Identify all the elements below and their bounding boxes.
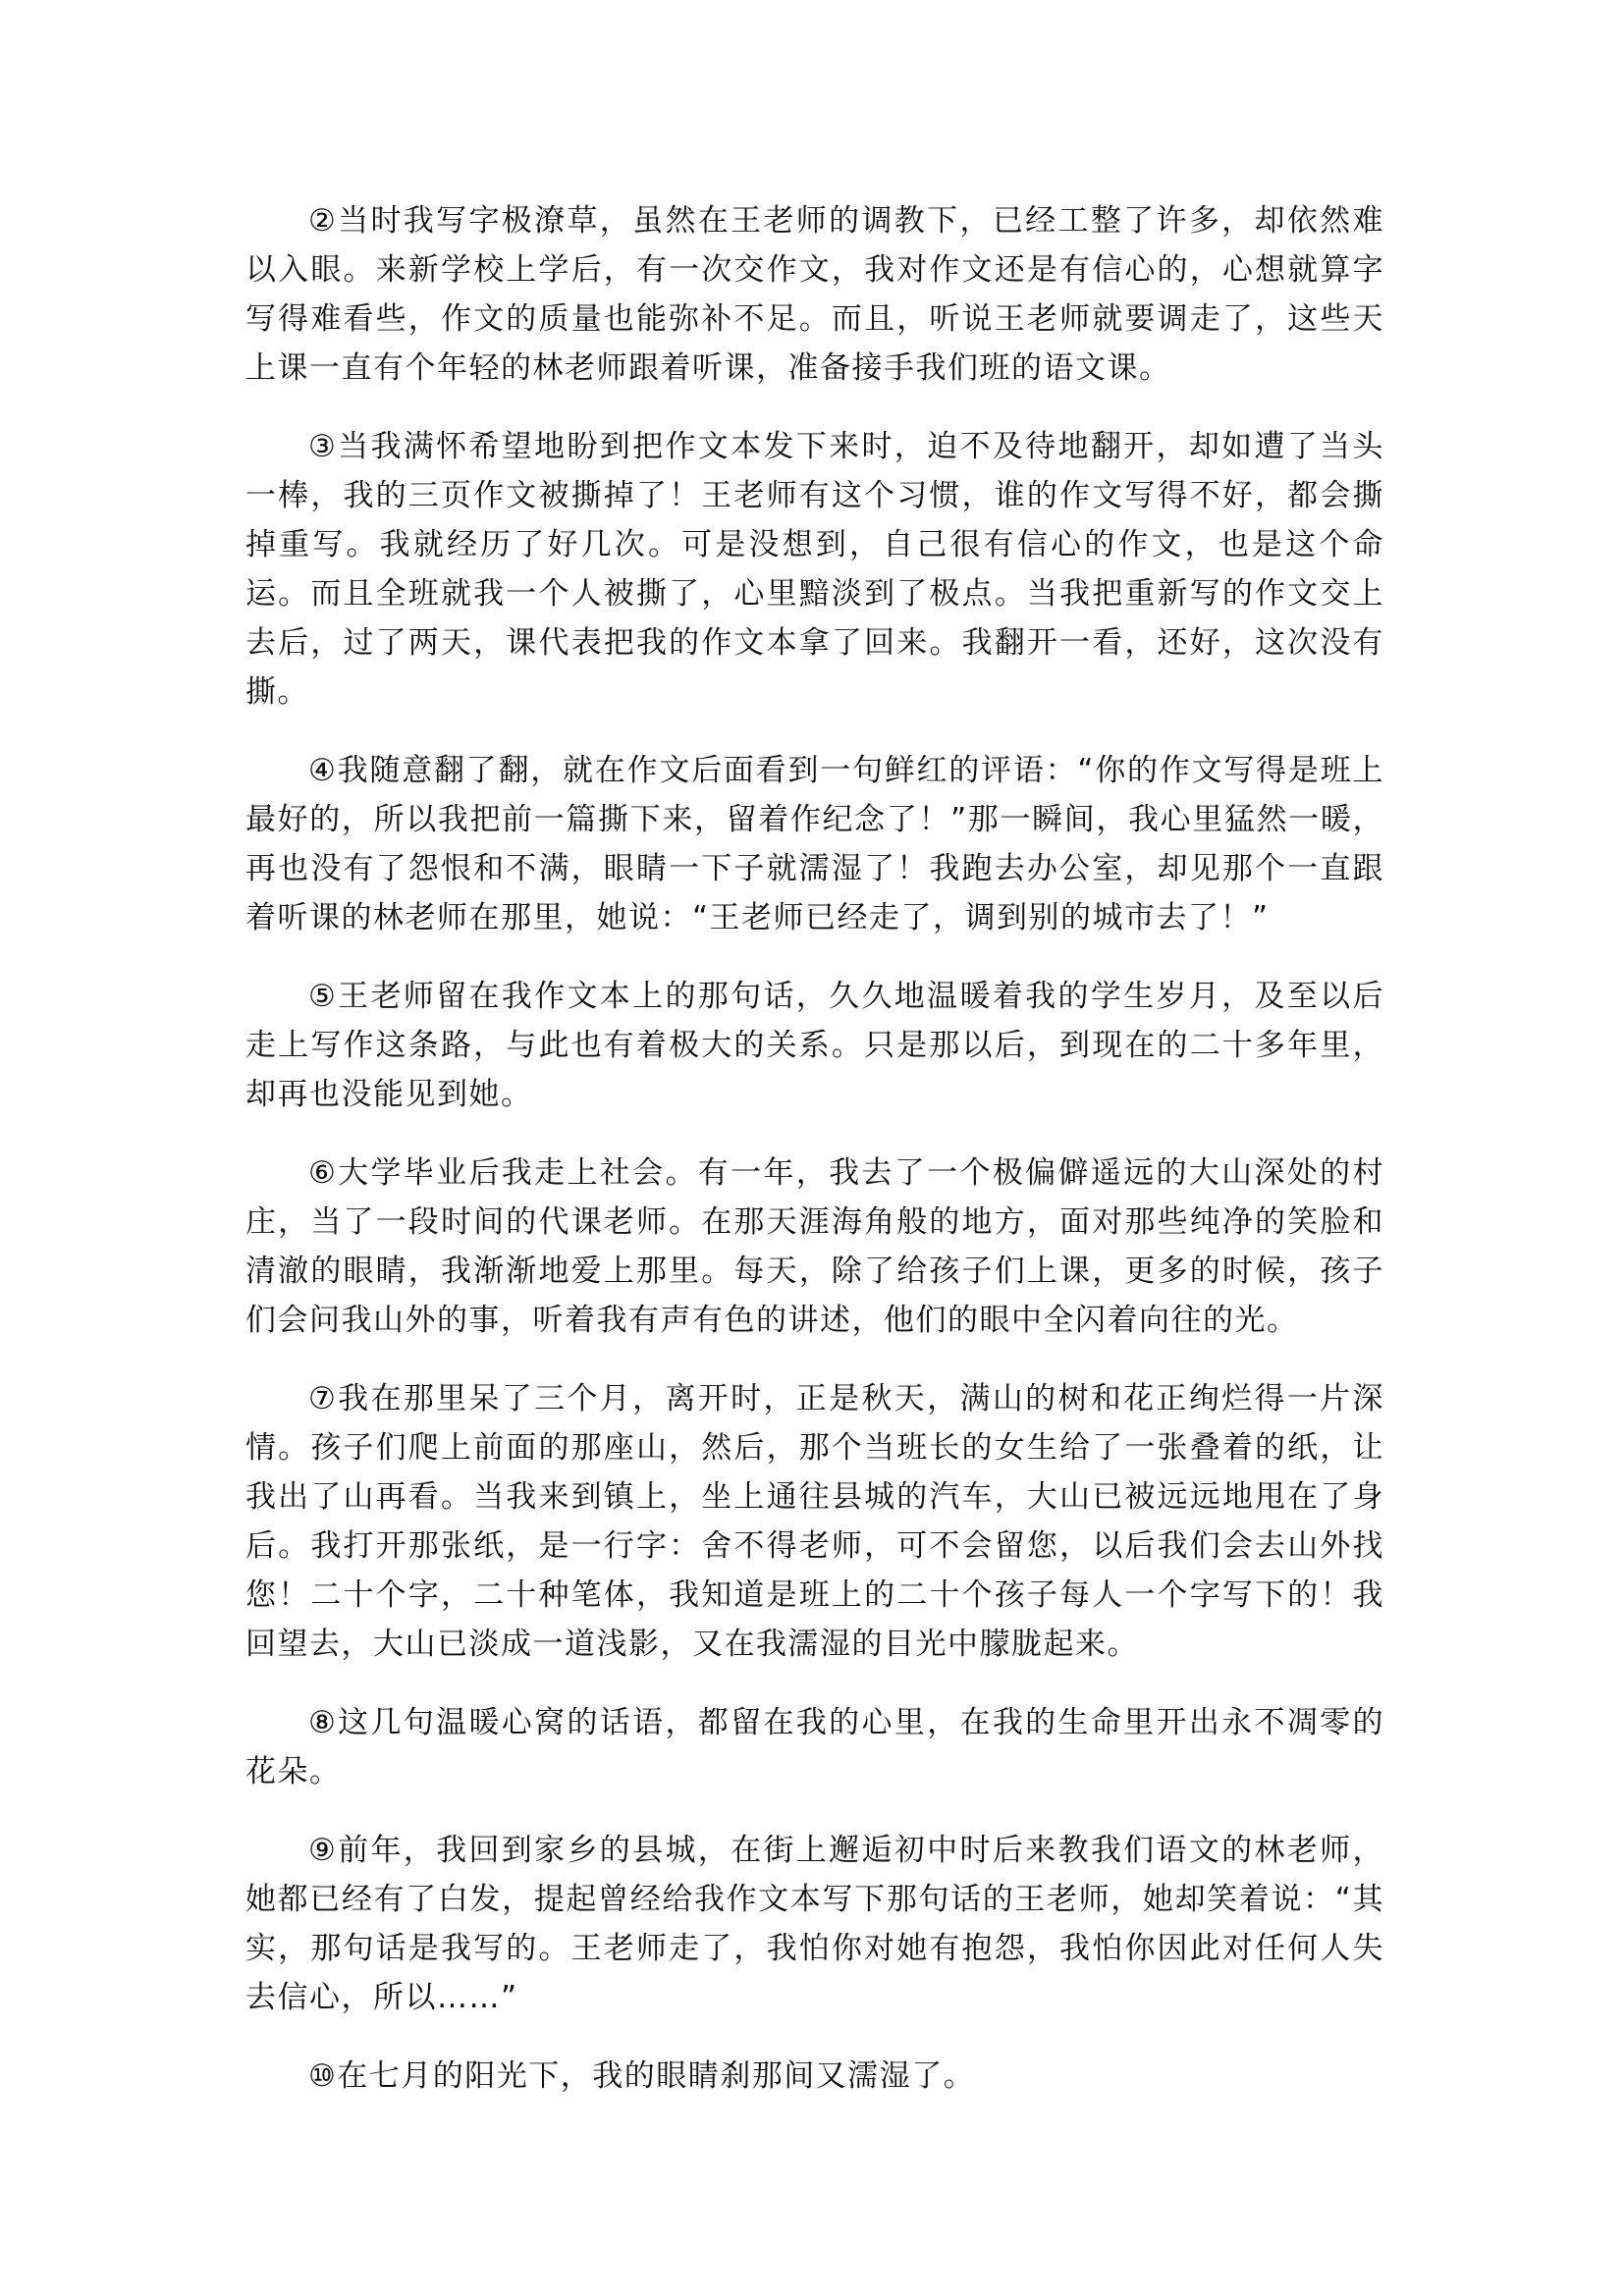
paragraph-5: ⑤王老师留在我作文本上的那句话，久久地温暖着我的学生岁月，及至以后走上写作这条路，与此也有着极大的关系。只是那以后，到现在的二十多年里，却再也没能见到她。 [245, 979, 1384, 1112]
paragraph-2: ②当时我写字极潦草，虽然在王老师的调教下，已经工整了许多，却依然难以入眼。来新学校上学后，有一次交作文，我对作文还是有信心的，心想就算字写得难看些，作文的质量也能弥补不足。而且，听说王老师就要调走了，这些天上课一直有个年轻的林老师跟着听课，准备接手我们班的语文课。 [245, 203, 1384, 386]
paragraph-3: ③当我满怀希望地盼到把作文本发下来时，迫不及待地翻开，却如遭了当头一棒，我的三页作文被撕掉了！王老师有这个习惯，谁的作文写得不好，都会撕掉重写。我就经历了好几次。可是没想到，自己很有信心的作文，也是这个命运。而且全班就我一个人被撕了，心里黯淡到了极点。当我把重新写的作文交上去后，过了两天，课代表把我的作文本拿了回来。我翻开一看，还好，这次没有撕。 [245, 429, 1384, 710]
paragraph-6: ⑥大学毕业后我走上社会。有一年，我去了一个极偏僻遥远的大山深处的村庄，当了一段时间的代课老师。在那天涯海角般的地方，面对那些纯净的笑脸和清澈的眼睛，我渐渐地爱上那里。每天，除了给孩子们上课，更多的时候，孩子们会问我山外的事，听着我有声有色的讲述，他们的眼中全闪着向往的光。 [245, 1155, 1384, 1338]
paragraph-10: ⑩在七月的阳光下，我的眼睛刹那间又濡湿了。 [308, 2058, 976, 2094]
document-page [245, 196, 1384, 2130]
paragraph-8: ⑧这几句温暖心窝的话语，都留在我的心里，在我的生命里开出永不凋零的花朵。 [245, 1705, 1384, 1789]
paragraph-7: ⑦我在那里呆了三个月，离开时，正是秋天，满山的树和花正绚烂得一片深情。孩子们爬上前面的那座山，然后，那个当班长的女生给了一张叠着的纸，让我出了山再看。当我来到镇上，坐上通往县城的汽车，大山已被远远地甩在了身后。我打开那张纸，是一行字：舍不得老师，可不会留您，以后我们会去山外找您！二十个字，二十种笔体，我知道是班上的二十个孩子每人一个字写下的！我回望去，大山已淡成一道浅影，又在我濡湿的目光中朦胧起来。 [245, 1381, 1384, 1662]
paragraph-4: ④我随意翻了翻，就在作文后面看到一句鲜红的评语：“你的作文写得是班上最好的，所以我把前一篇撕下来，留着作纪念了！”那一瞬间，我心里猛然一暖，再也没有了怨恨和不满，眼睛一下子就濡湿了！我跑去办公室，却见那个一直跟着听课的林老师在那里，她说：“王老师已经走了，调到别的城市去了！” [245, 753, 1384, 935]
paragraph-9: ⑨前年，我回到家乡的县城，在街上邂逅初中时后来教我们语文的林老师，她都已经有了白发，提起曾经给我作文本写下那句话的王老师，她却笑着说：“其实，那句话是我写的。王老师走了，我怕你对她有抱怨，我怕你因此对任何人失去信心，所以……” [245, 1833, 1384, 2015]
